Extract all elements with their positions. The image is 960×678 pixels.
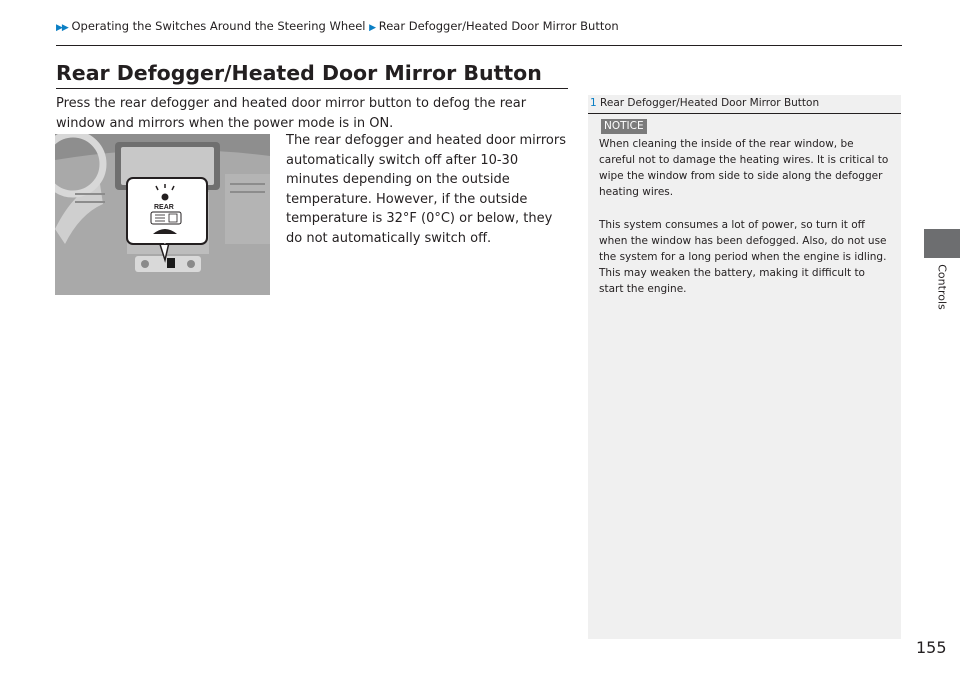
intro-paragraph: Press the rear defogger and heated door mirror button to defog the rear window and mirrors when the power mode is in ON.	[56, 96, 527, 131]
breadcrumb-section[interactable]: Operating the Switches Around the Steering Wheel	[71, 19, 366, 33]
section-tab-marker	[924, 229, 960, 258]
svg-text:REAR: REAR	[154, 204, 174, 211]
page-number: 155	[916, 638, 947, 657]
title-rule	[56, 88, 568, 89]
reference-number-icon: 1	[590, 97, 597, 109]
defogger-button-location	[167, 258, 175, 268]
body-paragraph: The rear defogger and heated door mirrors automatically switch off after 10-30 minutes depending on the outside temperature. However, if the outside temperature is 32°F (0°C) or below, they do not automatically switch off.	[286, 133, 567, 246]
power-note-text: This system consumes a lot of power, so turn it off when the window has been defogged. Also, do not use the system for a long period when the engine is idling. This may weaken the battery, making it difficult to start the engine.	[599, 219, 887, 295]
notice-text: When cleaning the inside of the rear window, be careful not to damage the heating wires. It is critical to wipe the window from side to side along the defogger heating wires.	[599, 138, 889, 198]
breadcrumb-current: Rear Defogger/Heated Door Mirror Button	[378, 19, 619, 33]
sidebar-heading-text: Rear Defogger/Heated Door Mirror Button	[600, 97, 820, 109]
page-title: Rear Defogger/Heated Door Mirror Button	[56, 61, 542, 85]
notice-badge: NOTICE	[601, 119, 647, 134]
sidebar-heading	[588, 95, 901, 114]
breadcrumb	[56, 19, 902, 33]
dashboard-illustration	[55, 134, 270, 295]
section-tab-label[interactable]: Controls	[935, 264, 949, 310]
callout-box	[127, 178, 207, 244]
breadcrumb-separator-icon: ▶	[369, 23, 376, 33]
breadcrumb-arrow-icon: ▶▶	[56, 23, 68, 33]
header-rule	[56, 45, 902, 46]
